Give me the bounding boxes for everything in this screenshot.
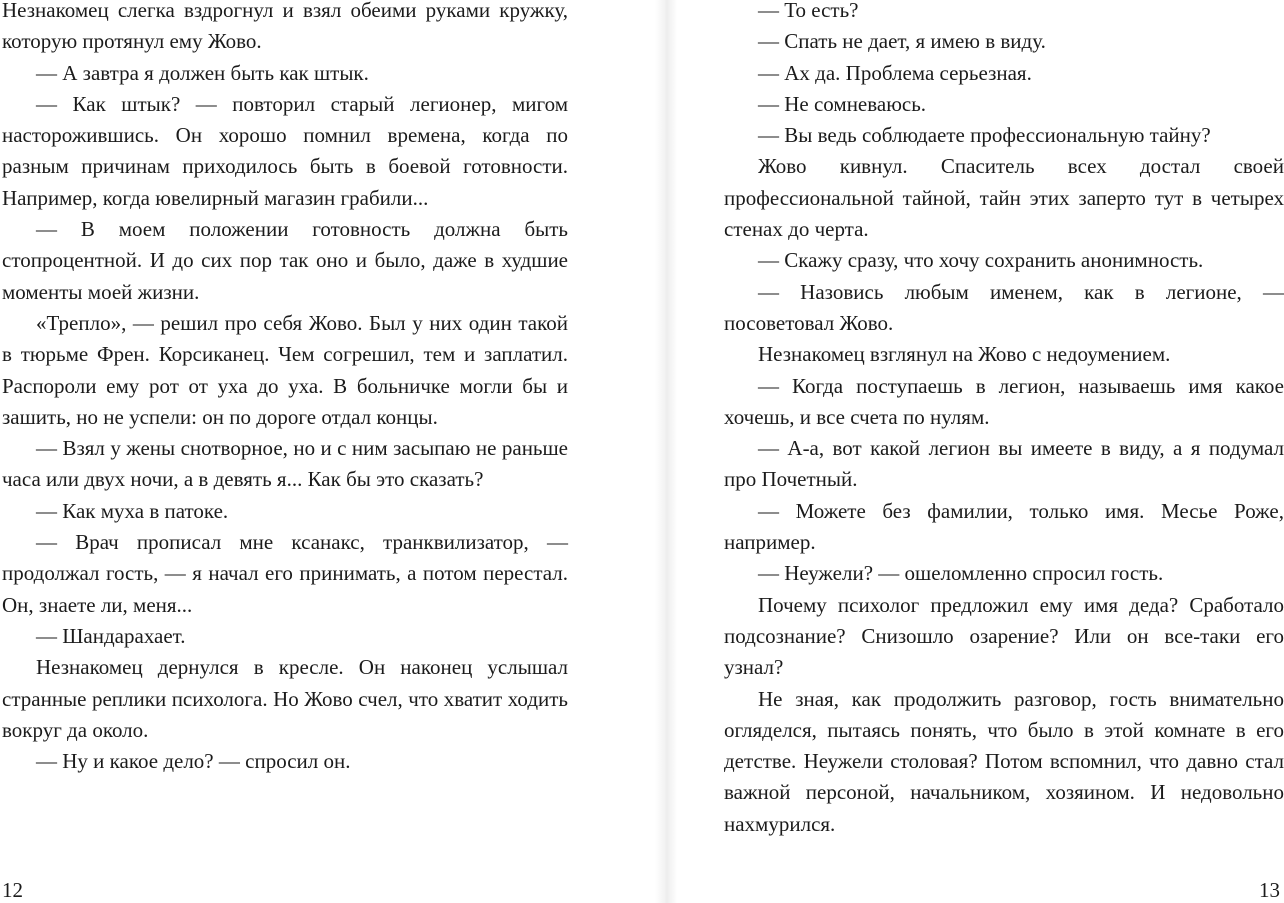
paragraph: Почему психолог предложил ему имя деда? Сработало подсознание? Снизошло озарение? Или он все-таки его узнал? bbox=[724, 592, 1284, 680]
right-page-text bbox=[724, 0, 1284, 840]
paragraph: Незнакомец слегка вздрогнул и взял обеими руками кружку, которую протянул ему Жово. bbox=[2, 0, 568, 54]
paragraph: — Взял у жены снотворное, но и с ним засыпаю не раньше часа или двух ночи, а в девять я... Как бы это сказать? bbox=[2, 436, 568, 492]
paragraph: — Как муха в патоке. bbox=[36, 498, 229, 523]
paragraph: — В моем положении готовность должна быть стопроцентной. И до сих пор так оно и было, даже в худшие моменты моей жизни. bbox=[2, 217, 568, 304]
paragraph: — Ну и какое дело? — спросил он. bbox=[36, 749, 351, 774]
paragraph: — То есть? bbox=[758, 0, 859, 22]
paragraph: — Неужели? — ошеломленно спросил гость. bbox=[758, 561, 1164, 586]
paragraph: — А-а, вот какой легион вы имеете в виду, а я подумал про Почетный. bbox=[724, 436, 1284, 492]
paragraph: — Как штык? — повторил старый легионер, мигом насторожившись. Он хорошо помнил времена, когда по разным причинам приходилось быть в боевой готовности. Например, когда ювелирный магазин грабили... bbox=[2, 91, 568, 210]
paragraph: Не зная, как продолжить разговор, гость внимательно огляделся, пытаясь понять, что было в этой комнате в его детстве. Неужели столовая? Потом вспомнил, что давно стал важной персоной, начальником, хозяином. И недовольно нахмурился. bbox=[724, 686, 1284, 836]
paragraph: — Скажу сразу, что хочу сохранить анонимность. bbox=[758, 248, 1204, 273]
paragraph: — Шандарахает. bbox=[36, 623, 186, 648]
page-number-right: 13 bbox=[1259, 878, 1280, 902]
right-page bbox=[664, 0, 1284, 903]
paragraph: — А завтра я должен быть как штык. bbox=[36, 60, 369, 85]
paragraph: — Можете без фамилии, только имя. Месье Роже, например. bbox=[724, 498, 1284, 555]
paragraph: — Спать не дает, я имею в виду. bbox=[758, 29, 1046, 54]
left-page-text bbox=[2, 0, 568, 777]
paragraph: Незнакомец дернулся в кресле. Он наконец услышал странные реплики психолога. Но Жово счел, что хватит ходить вокруг да около. bbox=[2, 655, 568, 742]
paragraph: — Ах да. Проблема серьезная. bbox=[758, 60, 1032, 85]
page-number-left: 12 bbox=[2, 878, 23, 902]
paragraph: — Когда поступаешь в легион, называешь имя какое хочешь, и все счета по нулям. bbox=[724, 373, 1284, 429]
paragraph: Жово кивнул. Спаситель всех достал своей профессиональной тайной, тайн этих заперто тут в четырех стенах до черта. bbox=[724, 154, 1284, 242]
paragraph: «Трепло», — решил про себя Жово. Был у них один такой в тюрьме Френ. Корсиканец. Чем согрешил, тем и заплатил. Распороли ему рот от уха до уха. В больничке могли бы и зашить, но не успели: он по дороге отдал концы. bbox=[2, 310, 568, 429]
paragraph: — Не сомневаюсь. bbox=[758, 91, 927, 116]
paragraph: — Вы ведь соблюдаете профессиональную тайну? bbox=[758, 123, 1211, 148]
paragraph: Незнакомец взглянул на Жово с недоумением. bbox=[758, 342, 1171, 367]
paragraph: — Врач прописал мне ксанакс, транквилизатор, — продолжал гость, — я начал его принимать, а потом перестал. Он, знаете ли, меня... bbox=[2, 530, 568, 617]
paragraph: — Назовись любым именем, как в легионе, — посоветовал Жово. bbox=[724, 279, 1284, 335]
